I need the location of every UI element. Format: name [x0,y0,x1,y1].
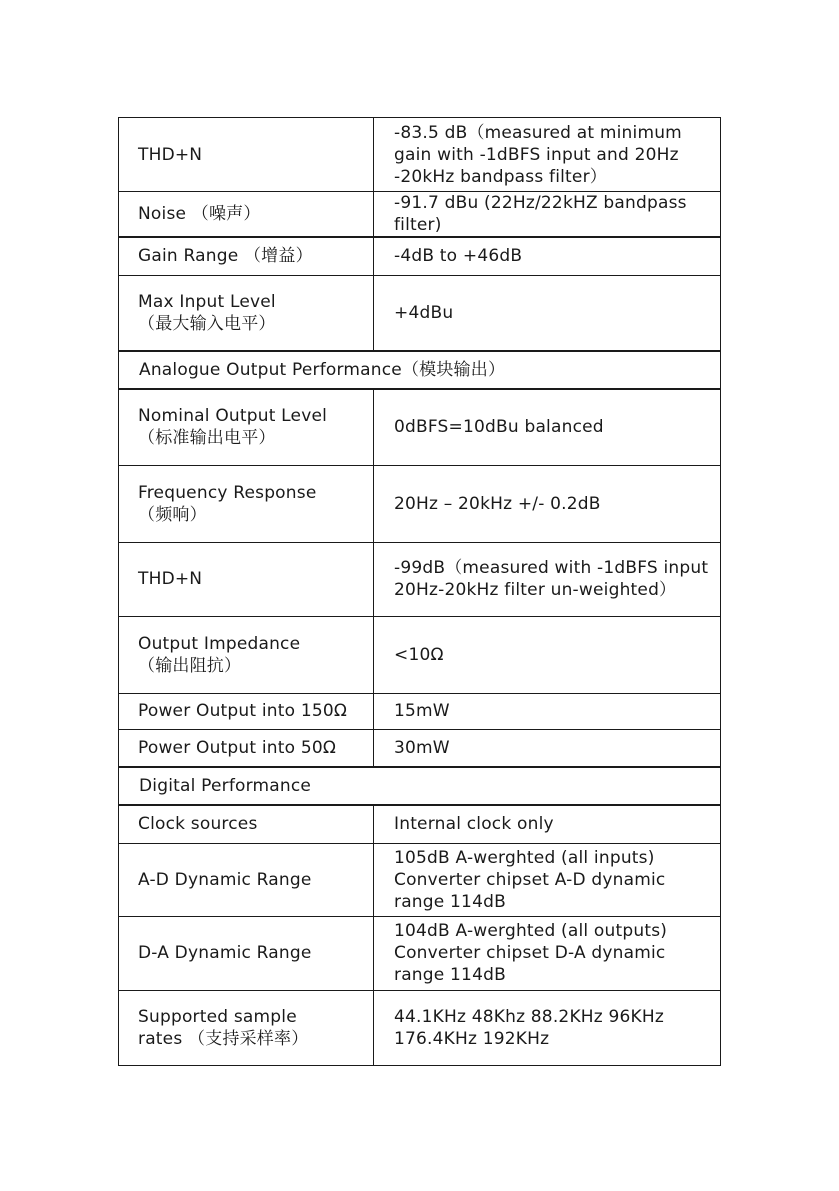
spec-value: 20Hz – 20kHz +/- 0.2dB [374,465,721,542]
spec-row [119,237,721,275]
spec-row [119,389,721,465]
spec-row [119,843,721,916]
spec-table-body [119,118,721,1066]
spec-row [119,693,721,729]
section-header-row [119,767,721,805]
spec-value: 44.1KHz 48Khz 88.2KHz 96KHz 176.4KHz 192KHz [374,990,721,1065]
section-header-row [119,351,721,389]
spec-row [119,192,721,238]
spec-row [119,805,721,843]
spec-value: -4dB to +46dB [374,237,721,275]
spec-value: 15mW [374,693,721,729]
spec-value: 104dB A-werghted (all outputs) Converter chipset D-A dynamic range 114dB [374,916,721,990]
spec-label: Power Output into 150Ω [119,693,374,729]
section-title: Analogue Output Performance（模块输出） [119,351,721,389]
spec-label: Power Output into 50Ω [119,729,374,767]
spec-value: 0dBFS=10dBu balanced [374,389,721,465]
spec-label: Nominal Output Level （标准输出电平） [119,389,374,465]
spec-label: D-A Dynamic Range [119,916,374,990]
spec-row [119,542,721,616]
spec-label: Gain Range （增益） [119,237,374,275]
spec-value: +4dBu [374,275,721,351]
spec-row [119,465,721,542]
spec-value: -99dB（measured with -1dBFS input 20Hz-20kHz filter un-weighted） [374,542,721,616]
spec-label: Max Input Level （最大输入电平） [119,275,374,351]
spec-row [119,916,721,990]
spec-label: THD+N [119,118,374,192]
spec-label: Frequency Response （频响） [119,465,374,542]
spec-value: -83.5 dB（measured at minimum gain with -1dBFS input and 20Hz -20kHz bandpass filter） [374,118,721,192]
spec-label: A-D Dynamic Range [119,843,374,916]
spec-table [118,117,721,1066]
spec-row [119,990,721,1065]
spec-label: Output Impedance （输出阻抗） [119,616,374,693]
section-title: Digital Performance [119,767,721,805]
spec-label: Supported sample rates （支持采样率） [119,990,374,1065]
spec-label: Clock sources [119,805,374,843]
spec-value: Internal clock only [374,805,721,843]
spec-row [119,275,721,351]
spec-row [119,616,721,693]
spec-value: <10Ω [374,616,721,693]
spec-row [119,729,721,767]
spec-label: THD+N [119,542,374,616]
spec-value: 105dB A-werghted (all inputs) Converter chipset A-D dynamic range 114dB [374,843,721,916]
spec-value: 30mW [374,729,721,767]
spec-label: Noise （噪声） [119,192,374,238]
spec-value: -91.7 dBu (22Hz/22kHZ bandpass filter) [374,192,721,238]
spec-row [119,118,721,192]
